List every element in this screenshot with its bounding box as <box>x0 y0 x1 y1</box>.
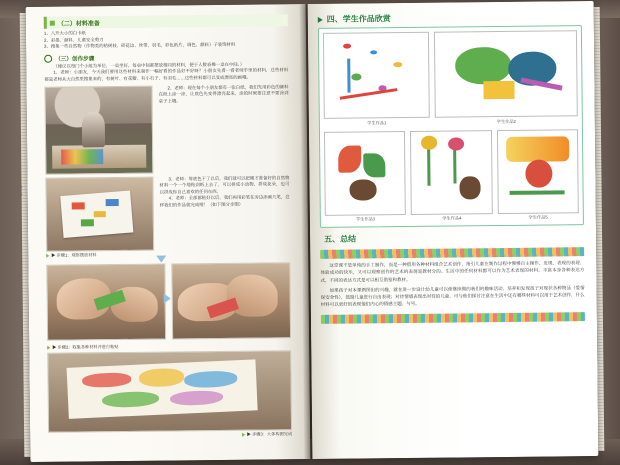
work3-pinecone <box>349 179 376 201</box>
hands-gluing-photo <box>171 262 291 339</box>
student-work-5 <box>497 129 579 221</box>
gallery-row-bottom <box>324 129 579 223</box>
art-blob-purple <box>170 389 223 406</box>
work1-strip-2 <box>347 59 350 93</box>
student-work-4-caption: 学生作品4 <box>442 215 462 221</box>
open-book <box>18 1 606 462</box>
materials-item-3: 3、搜集一些自然物（作物类的枯树枝、碎花边、丝带、羽毛、彩色纸片、调色、颜料）子装饰材料 <box>44 42 236 50</box>
materials-section-header <box>44 14 288 29</box>
work5-sky <box>506 136 570 161</box>
photo-scrap-red <box>72 203 85 210</box>
student-work-5-frame <box>497 129 579 214</box>
photo-caption-1-text: ▶ 步骤1：观察摆放材料 <box>51 251 97 258</box>
steps-paragraph-2: 2、老师：现在每个小朋友都有一张白纸，我们先用彩色的颜料在纸上涂一涂，让底色先变得漂亮起来，涂的时候要注意不要涂到桌子上哦。 <box>158 83 289 104</box>
summary-paragraph-2: 如果孩子对本课例图出的兴趣，就在进一步设计幼儿童可以使继续做的我们的趣味活动，培养和发现孩子对现状各种物品（爱情保安全性），鼓励儿童进行自由表现；对待情感表现出对待的儿童，可与他们探讨注意在生活中还有哪些材料可以用于艺术创作，什么材料可以更好的表现他们内心的情感主题、与号。 <box>320 284 585 308</box>
left-page-number: 040 <box>18 184 25 196</box>
art-blob-green <box>102 390 159 408</box>
photo-caption-3 <box>48 431 292 440</box>
right-page <box>308 1 606 459</box>
photo-caption-2 <box>47 343 166 350</box>
decorative-ribbon-bottom <box>321 312 585 324</box>
gallery-title-text: 四、学生作品欣赏 <box>326 14 391 24</box>
photo-scrap-blue <box>106 199 119 206</box>
work1-dot-4 <box>351 74 361 81</box>
materials-item-2: 2、彩墨、颜料、儿童安全剪刀 <box>43 36 104 43</box>
student-work-3 <box>324 131 406 223</box>
work4-flower-1 <box>421 136 437 149</box>
decorative-ribbon-top <box>320 247 584 259</box>
summary-title-text: 五、总结 <box>324 234 357 244</box>
finished-artwork-photo <box>47 350 292 433</box>
work3-shape-red <box>338 145 362 173</box>
work1-dot-1 <box>343 44 351 49</box>
steps-paragraph-3: 3、老师：等底色干了以后，我们就可以把刚才准备好的自然物材料一个一个地贴到纸上去了，可以拼成小动物、拼成花朵，也可以拼成你自己喜欢的任何东西。 <box>159 174 290 195</box>
student-work-3-frame <box>324 131 406 216</box>
steps-heading: （三）创作步骤 <box>55 56 95 63</box>
paper-materials-photo <box>45 176 154 251</box>
photo-artwork <box>61 149 104 165</box>
student-work-4 <box>410 130 492 222</box>
work1-dot-2 <box>370 50 377 54</box>
work5-burst <box>525 159 552 187</box>
summary-paragraph-1: 这堂课不是单纯的手工制作，而是一种借用各种材料组合艺术创作，指引儿童在制作过程中慢慢自主操作、发现、表现的表现、体验成功的快乐，又可以观察创作的艺术的表现是教材分的。生活中的任何材料都可以作为艺术表现的材料，丰富本身各种表达方式，不同的表达方式是可以相互借鉴和教材。 <box>320 260 585 283</box>
student-work-2-caption: 学生作品2 <box>496 118 516 124</box>
right-arrow-icon <box>164 293 171 303</box>
art-blob-red <box>82 372 132 388</box>
photo-scrap-green <box>81 220 94 227</box>
work3-shape-green <box>363 153 385 178</box>
right-page-number: 041 <box>599 178 606 190</box>
classroom-photo <box>44 85 153 174</box>
photo-child <box>82 113 106 148</box>
work4-flower-2 <box>448 137 464 150</box>
steps-paragraph-0: （建议以每门个小组为单位，一桌坐好。每桌中间都摆放相同的材料，便于人数表操一桌在中间。） <box>53 61 245 69</box>
triangle-bullet-icon-2 <box>47 345 50 349</box>
triangle-bullet-icon <box>46 253 49 257</box>
gallery-section-title <box>318 11 582 25</box>
left-page <box>18 4 311 462</box>
photo-canvas <box>67 359 258 419</box>
gallery-row-top <box>323 30 578 126</box>
down-arrow-icon <box>156 255 166 262</box>
student-work-2 <box>434 30 578 125</box>
student-work-4-frame <box>410 130 492 215</box>
work4-pinecone <box>459 177 480 200</box>
work2-star-yellow <box>483 81 514 100</box>
steps-paragraph-4: 4、老师：全部都粘好以后，我们再用彩笔在旁边添画几笔，这样我们的作品就完成啦！（如下图分步图） <box>159 194 290 208</box>
photo-caption-1 <box>46 251 154 258</box>
student-work-1 <box>323 32 430 127</box>
work2-leaf-green <box>455 47 512 85</box>
student-work-1-caption: 学生作品1 <box>367 119 387 125</box>
photo-scrap-yellow <box>93 211 106 218</box>
art-blob-yellow <box>139 367 185 387</box>
materials-item-1: 1、八开大小的白卡纸 <box>43 30 86 36</box>
student-work-5-caption: 学生作品5 <box>528 214 548 220</box>
photo-caption-2-text: ▶ 步骤2：收集各种材料并进行粘贴 <box>52 343 119 350</box>
work1-dot-3 <box>393 62 402 68</box>
student-work-1-frame <box>323 32 430 119</box>
circle-icon <box>44 55 52 63</box>
work5-ground <box>509 191 565 196</box>
student-work-2-frame <box>434 30 578 117</box>
steps-paragraph-1: 1、老师：小朋友，今天我们要用这些材料来制作一幅好看的作品好不好呀？小朋友先看一看老师手里的材料，这些材料都是老师从大自然里搜集来的，有树叶、有花瓣、有小石子、有羽毛……这些材料都可以变成漂亮的画哦。 <box>44 67 289 82</box>
green-square-icon <box>50 20 55 25</box>
gallery-container <box>318 25 584 228</box>
triangle-bullet-icon-3 <box>242 432 245 436</box>
hands-cutting-photo <box>46 263 166 340</box>
materials-heading: （二）材料准备 <box>57 20 100 28</box>
photo-caption-3-text: ▶ 步骤3：大体构图完成 <box>246 430 293 437</box>
triangle-marker-icon <box>318 16 323 22</box>
student-work-3-caption: 学生作品3 <box>355 216 376 222</box>
photo-hand-b <box>226 275 278 317</box>
art-blob-blue <box>184 370 237 388</box>
summary-section-title <box>320 231 584 245</box>
